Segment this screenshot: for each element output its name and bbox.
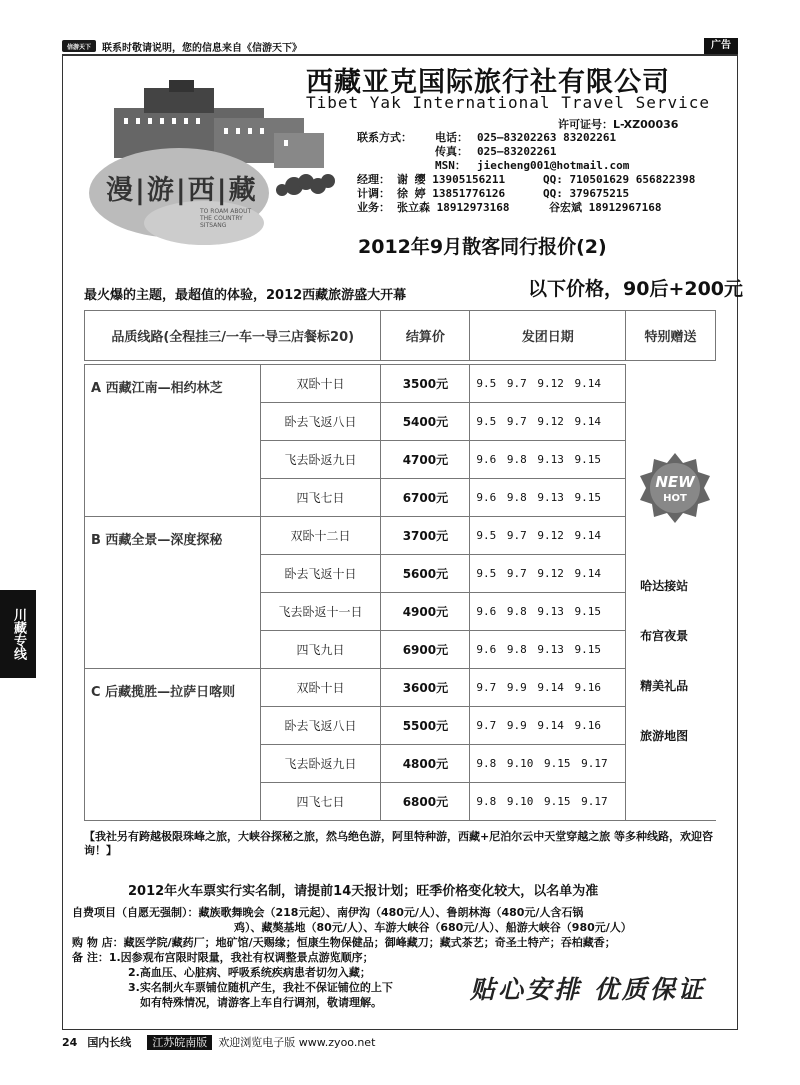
page-number: 24 bbox=[62, 1035, 78, 1049]
business-value-2: 谷宏斌 18912967168 bbox=[549, 201, 662, 214]
route-dates: 9.5 9.7 9.12 9.14 bbox=[470, 517, 626, 555]
gift-item: 精美礼品 bbox=[640, 679, 689, 693]
route-days: 卧去飞返八日 bbox=[260, 707, 381, 745]
route-price: 5400元 bbox=[381, 403, 470, 441]
ad-label: 广告 bbox=[704, 38, 738, 54]
fax-label: 传真： bbox=[435, 145, 468, 158]
business-label: 业务： bbox=[357, 201, 390, 214]
route-price: 4700元 bbox=[381, 441, 470, 479]
tel-label: 电话： bbox=[435, 131, 468, 144]
edition-label: 江苏皖南版 bbox=[147, 1035, 212, 1050]
shopping-line: 购 物 店：藏医学院/藏药厂；地矿馆/天赐缘；恒康生物保健品；御峰藏刀；藏式茶艺；奇圣土特产；吞柏藏香； bbox=[72, 936, 616, 949]
route-days: 卧去飞返八日 bbox=[260, 403, 381, 441]
page-footer bbox=[62, 1034, 375, 1050]
table-row bbox=[85, 669, 716, 707]
planner-value: 徐 婷 13851776126 bbox=[397, 187, 506, 200]
header-dates: 发团日期 bbox=[470, 311, 626, 361]
remark-line: 如有特殊情况，请游客上车自行调剂，敬请理解。 bbox=[140, 996, 382, 1009]
route-days: 飞去卧返十一日 bbox=[260, 593, 381, 631]
route-days: 飞去卧返九日 bbox=[260, 745, 381, 783]
other-routes-note: 【我社另有跨越极限珠峰之旅，大峡谷探秘之旅，然乌绝色游，阿里特种游，西藏+尼泊尔云中天堂穿越之旅 等多种线路，欢迎咨询！】 bbox=[84, 830, 714, 857]
route-days: 卧去飞返十日 bbox=[260, 555, 381, 593]
company-name-cn: 西藏亚克国际旅行社有限公司 bbox=[306, 67, 670, 98]
route-days: 四飞七日 bbox=[260, 783, 381, 821]
route-dates: 9.8 9.10 9.15 9.17 bbox=[470, 783, 626, 821]
section-side-tab: 川藏专线 bbox=[0, 590, 36, 678]
route-dates: 9.6 9.8 9.13 9.15 bbox=[470, 441, 626, 479]
planner-qq: QQ: 379675215 bbox=[543, 187, 630, 200]
table-row bbox=[85, 365, 716, 403]
table-row bbox=[85, 517, 716, 555]
route-table bbox=[84, 310, 716, 821]
badge-new-text: NEW bbox=[655, 473, 695, 491]
manager-value: 谢 缨 13905156211 bbox=[397, 173, 506, 186]
business-value: 张立森 18912973168 bbox=[397, 201, 510, 214]
gift-item: 布宫夜景 bbox=[640, 629, 689, 643]
new-hot-badge bbox=[638, 451, 712, 525]
gift-item: 旅游地图 bbox=[640, 729, 689, 743]
website-link[interactable]: 欢迎浏览电子版 www.zyoo.net bbox=[218, 1036, 376, 1049]
slogan: 最火爆的主题，最超值的体验，2012西藏旅游盛大开幕 bbox=[84, 288, 407, 303]
planner-label: 计调： bbox=[357, 187, 390, 200]
msn-value: jiecheng001@hotmail.com bbox=[477, 159, 630, 172]
route-dates: 9.8 9.10 9.15 9.17 bbox=[470, 745, 626, 783]
route-price: 6800元 bbox=[381, 783, 470, 821]
publisher-logo: 信游天下 bbox=[62, 40, 96, 52]
table-header-row bbox=[85, 311, 716, 361]
msn-label: MSN： bbox=[435, 159, 466, 172]
train-notice: 2012年火车票实行实名制，请提前14天报计划；旺季价格变化较大，以名单为准 bbox=[128, 884, 599, 899]
gift-cell bbox=[626, 361, 716, 821]
route-price: 3600元 bbox=[381, 669, 470, 707]
route-dates: 9.5 9.7 9.12 9.14 bbox=[470, 403, 626, 441]
remark-line: 2.高血压、心脏病、呼吸系统疾病患者切勿入藏； bbox=[128, 966, 371, 979]
section-name: 国内长线 bbox=[87, 1036, 132, 1049]
top-bar bbox=[62, 38, 738, 54]
route-price: 5500元 bbox=[381, 707, 470, 745]
self-pay-line: 自费项目（自愿无强制）：藏族歌舞晚会（218元起）、南伊沟（480元/人）、鲁朗林海（480元/人含石锅 bbox=[72, 906, 584, 919]
route-price: 6700元 bbox=[381, 479, 470, 517]
tel-value: 025—83202263 83202261 bbox=[477, 131, 617, 144]
route-dates: 9.6 9.8 9.13 9.15 bbox=[470, 593, 626, 631]
route-name-b: B 西藏全景—深度探秘 bbox=[85, 517, 261, 669]
route-dates: 9.6 9.8 9.13 9.15 bbox=[470, 631, 626, 669]
route-dates: 9.5 9.7 9.12 9.14 bbox=[470, 365, 626, 403]
route-days: 四飞七日 bbox=[260, 479, 381, 517]
route-days: 双卧十日 bbox=[260, 365, 381, 403]
manager-qq: QQ: 710501629 656822398 bbox=[543, 173, 696, 186]
price-note: 以下价格，90后+200元 bbox=[528, 278, 744, 300]
route-name-c: C 后藏揽胜—拉萨日喀则 bbox=[85, 669, 261, 821]
gift-item: 哈达接站 bbox=[640, 579, 689, 593]
route-price: 4800元 bbox=[381, 745, 470, 783]
contacts-label: 联系方式： bbox=[357, 131, 412, 144]
manager-label: 经理： bbox=[357, 173, 390, 186]
header-route: 品质线路(全程挂三/一车一导三店餐标20) bbox=[85, 311, 381, 361]
self-pay-line: 鸡）、藏獒基地（80元/人）、车游大峡谷（680元/人）、船游大峡谷（980元/人） bbox=[234, 921, 632, 934]
route-price: 3700元 bbox=[381, 517, 470, 555]
route-dates: 9.7 9.9 9.14 9.16 bbox=[470, 707, 626, 745]
offer-title: 2012年9月散客同行报价(2) bbox=[358, 236, 607, 258]
header-price: 结算价 bbox=[381, 311, 470, 361]
hero-subtitle: TO ROAM ABOUT THE COUNTRY SITSANG bbox=[200, 208, 252, 229]
route-days: 双卧十二日 bbox=[260, 517, 381, 555]
route-dates: 9.7 9.9 9.14 9.16 bbox=[470, 669, 626, 707]
route-days: 四飞九日 bbox=[260, 631, 381, 669]
guarantee-slogan: 贴心安排 优质保证 bbox=[470, 975, 706, 1004]
route-dates: 9.6 9.8 9.13 9.15 bbox=[470, 479, 626, 517]
route-days: 双卧十日 bbox=[260, 669, 381, 707]
remark-line: 3.实名制火车票铺位随机产生，我社不保证铺位的上下 bbox=[128, 981, 393, 994]
license-number: 许可证号：L-XZ00036 bbox=[558, 118, 679, 131]
route-price: 6900元 bbox=[381, 631, 470, 669]
route-days: 飞去卧返九日 bbox=[260, 441, 381, 479]
badge-hot-text: HOT bbox=[663, 493, 687, 504]
header-gifts: 特别赠送 bbox=[626, 311, 716, 361]
route-price: 3500元 bbox=[381, 365, 470, 403]
route-name-a: A 西藏江南—相约林芝 bbox=[85, 365, 261, 517]
route-dates: 9.5 9.7 9.12 9.14 bbox=[470, 555, 626, 593]
route-price: 4900元 bbox=[381, 593, 470, 631]
fax-value: 025—83202261 bbox=[477, 145, 557, 158]
gift-list bbox=[640, 561, 688, 761]
header-notice: 联系时敬请说明，您的信息来自《信游天下》 bbox=[102, 42, 302, 54]
hero-title: 漫|游|西|藏 bbox=[106, 175, 258, 206]
route-price: 5600元 bbox=[381, 555, 470, 593]
company-name-en: Tibet Yak International Travel Service bbox=[306, 93, 711, 112]
remark-line: 备 注：1.因参观布宫限时限量，我社有权调整景点游览顺序； bbox=[72, 951, 374, 964]
